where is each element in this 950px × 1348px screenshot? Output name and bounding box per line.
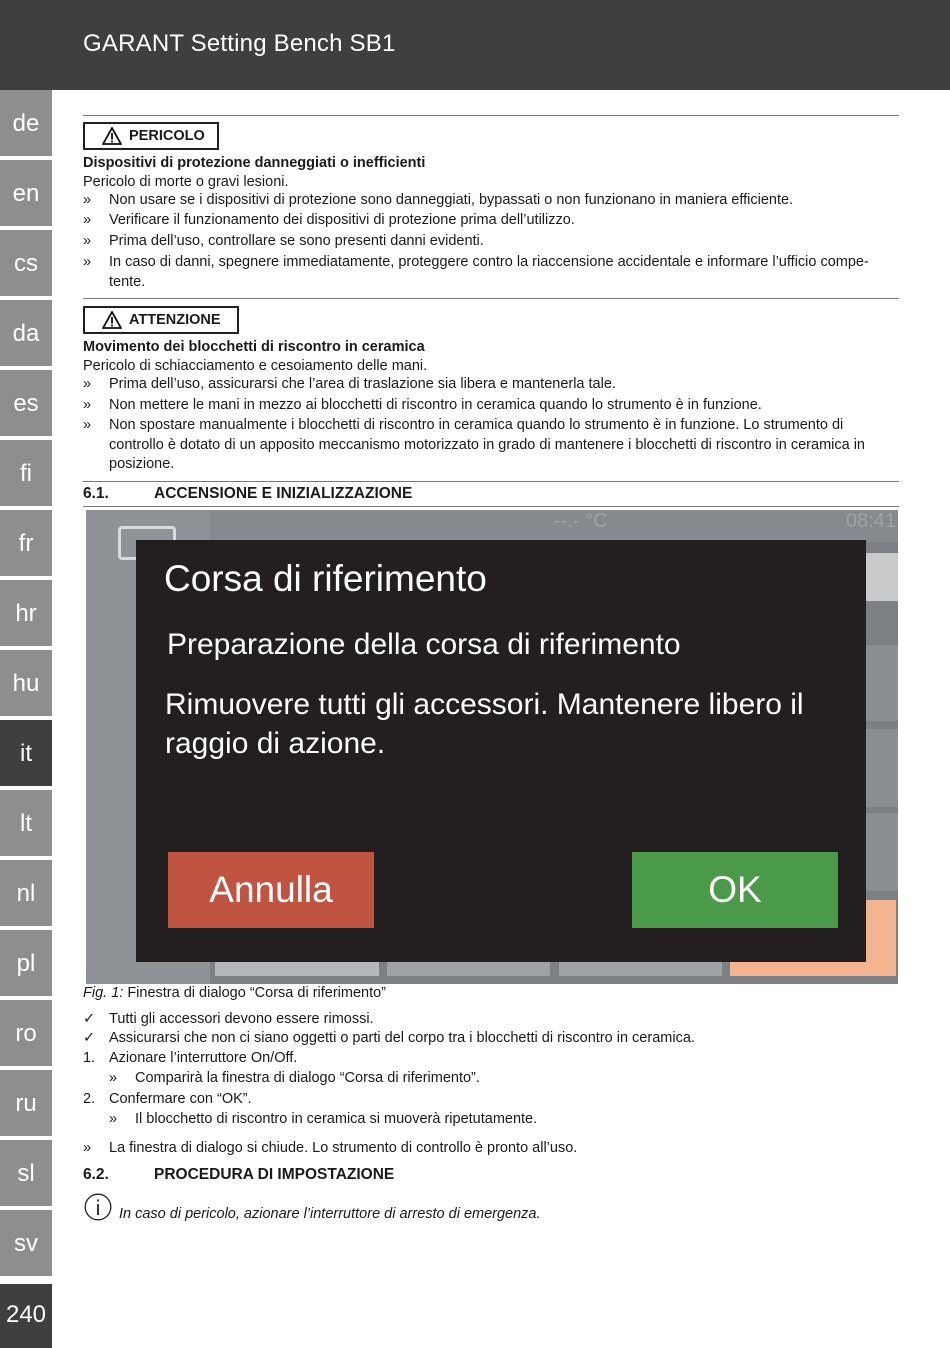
precondition-text: Tutti gli accessori devono essere rimossi. (109, 1011, 374, 1027)
bullet-text: Non spostare manualmente i blocchetti di riscontro in ceramica quando lo strumento è in funzione. Lo strumento di controllo è dotato di un apposito meccanismo motorizzato in grado di mantenere i blocchetti di riscontro in ceramica in posizione. (109, 417, 865, 472)
divider (83, 481, 899, 482)
divider (83, 115, 899, 116)
info-note: In caso di pericolo, azionare l’interruttore di arresto di emergenza. (119, 1206, 541, 1222)
dialog-message: Rimuovere tutti gli accessori. Mantenere libero il raggio di azione. (165, 688, 804, 760)
bullet-text: Non mettere le mani in mezzo ai blocchetti di riscontro in ceramica quando lo strumento è in funzione. (109, 397, 762, 413)
bullet-marker: » (83, 233, 92, 249)
lang-tab-fr[interactable]: fr (0, 510, 52, 578)
bullet-marker: » (109, 1070, 118, 1086)
status-time: 08:41 (846, 510, 897, 532)
step-number: 2. (83, 1091, 96, 1107)
caution-label (83, 306, 239, 334)
caption-text: Finestra di dialogo “Corsa di riferimento” (123, 985, 387, 1001)
step-number: 1. (83, 1050, 96, 1066)
precondition-text: Assicurarsi che non ci siano oggetti o parti del corpo tra i blocchetti di riscontro in ceramica. (109, 1030, 695, 1046)
caution-bullet (83, 416, 899, 475)
lang-tab-sv[interactable]: sv (0, 1210, 52, 1278)
lang-tab-sl[interactable]: sl (0, 1140, 52, 1208)
lang-tab-ru[interactable]: ru (0, 1070, 52, 1138)
caption-prefix: Fig. 1: (83, 985, 124, 1001)
language-sidebar (0, 90, 52, 1348)
lang-tab-lt[interactable]: lt (0, 790, 52, 858)
step-result-text: Comparirà la finestra di dialogo “Corsa di riferimento”. (135, 1070, 480, 1086)
caution-bullet (83, 396, 899, 416)
caution-consequence: Pericolo di schiacciamento e cesoiamento delle mani. (83, 358, 428, 374)
bullet-text: Prima dell’uso, controllare se sono presenti danni evidenti. (109, 233, 484, 249)
warning-triangle-icon (102, 311, 122, 329)
final-result-text: La finestra di dialogo si chiude. Lo strumento di controllo è pronto all’uso. (109, 1140, 578, 1156)
step-item (83, 1049, 899, 1069)
section-title: PROCEDURA DI IMPOSTAZIONE (154, 1166, 395, 1183)
status-temperature: --.- °C (554, 510, 608, 532)
bullet-marker: » (83, 376, 92, 392)
section-number: 6.1. (83, 485, 109, 502)
dialog-subtitle: Preparazione della corsa di riferimento (167, 628, 681, 661)
warning-triangle-icon (102, 127, 122, 145)
dialog-title: Corsa di riferimento (164, 558, 487, 599)
bullet-text: In caso di danni, spegnere immediatamente, proteggere contro la riaccensione accidentale e informare l’ufficio compe-tente. (109, 254, 869, 290)
danger-label (83, 122, 219, 150)
lang-tab-es[interactable]: es (0, 370, 52, 438)
step-result (109, 1110, 899, 1130)
lang-tab-de[interactable]: de (0, 90, 52, 158)
danger-label-text: PERICOLO (129, 128, 205, 144)
danger-bullet (83, 253, 899, 292)
lang-tab-nl[interactable]: nl (0, 860, 52, 928)
bullet-marker: » (109, 1111, 118, 1127)
lang-tab-da[interactable]: da (0, 300, 52, 368)
section-title: ACCENSIONE E INIZIALIZZAZIONE (154, 485, 413, 502)
danger-heading: Dispositivi di protezione danneggiati o inefficienti (83, 155, 426, 171)
lang-tab-en[interactable]: en (0, 160, 52, 228)
cancel-button[interactable]: Annulla (168, 852, 374, 928)
bullet-marker: » (83, 397, 92, 413)
lang-tab-it[interactable]: it (0, 720, 52, 788)
bullet-marker: » (83, 212, 92, 228)
step-item (83, 1090, 899, 1110)
page-header (0, 0, 950, 90)
divider (83, 506, 899, 507)
divider (83, 298, 899, 299)
danger-bullet (83, 232, 899, 252)
reference-run-dialog (136, 540, 866, 962)
check-icon: ✓ (83, 1030, 96, 1046)
info-icon (84, 1193, 112, 1221)
section-number: 6.2. (83, 1166, 109, 1183)
caution-heading: Movimento dei blocchetti di riscontro in ceramica (83, 339, 425, 355)
lang-tab-fi[interactable]: fi (0, 440, 52, 508)
final-result (83, 1139, 899, 1159)
figure-caption (83, 985, 386, 1001)
step-text: Confermare con “OK”. (109, 1091, 252, 1107)
device-screenshot (86, 510, 898, 984)
danger-consequence: Pericolo di morte o gravi lesioni. (83, 174, 289, 190)
caution-bullet (83, 375, 899, 395)
bullet-text: Verificare il funzionamento dei dispositivi di protezione prima dell’utilizzo. (109, 212, 575, 228)
check-icon: ✓ (83, 1011, 96, 1027)
bullet-marker: » (83, 192, 92, 208)
document-title: GARANT Setting Bench SB1 (83, 30, 396, 57)
bullet-marker: » (83, 1140, 92, 1156)
bullet-marker: » (83, 254, 92, 270)
ok-button[interactable]: OK (632, 852, 838, 928)
bullet-text: Non usare se i dispositivi di protezione sono danneggiati, bypassati o non funzionano in maniera efficiente. (109, 192, 794, 208)
step-result-text: Il blocchetto di riscontro in ceramica si muoverà ripetutamente. (135, 1111, 538, 1127)
lang-tab-hr[interactable]: hr (0, 580, 52, 648)
lang-tab-cs[interactable]: cs (0, 230, 52, 298)
caution-label-text: ATTENZIONE (129, 312, 221, 328)
section-heading-6-2 (83, 1166, 394, 1184)
page-number: 240 (0, 1284, 52, 1348)
lang-tab-ro[interactable]: ro (0, 1000, 52, 1068)
bullet-text: Prima dell’uso, assicurarsi che l’area di traslazione sia libera e mantenerla tale. (109, 376, 616, 392)
lang-tab-pl[interactable]: pl (0, 930, 52, 998)
danger-bullet (83, 211, 899, 231)
precondition-item (83, 1010, 899, 1030)
step-text: Azionare l’interruttore On/Off. (109, 1050, 298, 1066)
section-heading-6-1 (83, 485, 412, 503)
danger-bullet (83, 191, 899, 211)
lang-tab-hu[interactable]: hu (0, 650, 52, 718)
bullet-marker: » (83, 417, 92, 433)
precondition-item (83, 1029, 899, 1049)
step-result (109, 1069, 899, 1089)
